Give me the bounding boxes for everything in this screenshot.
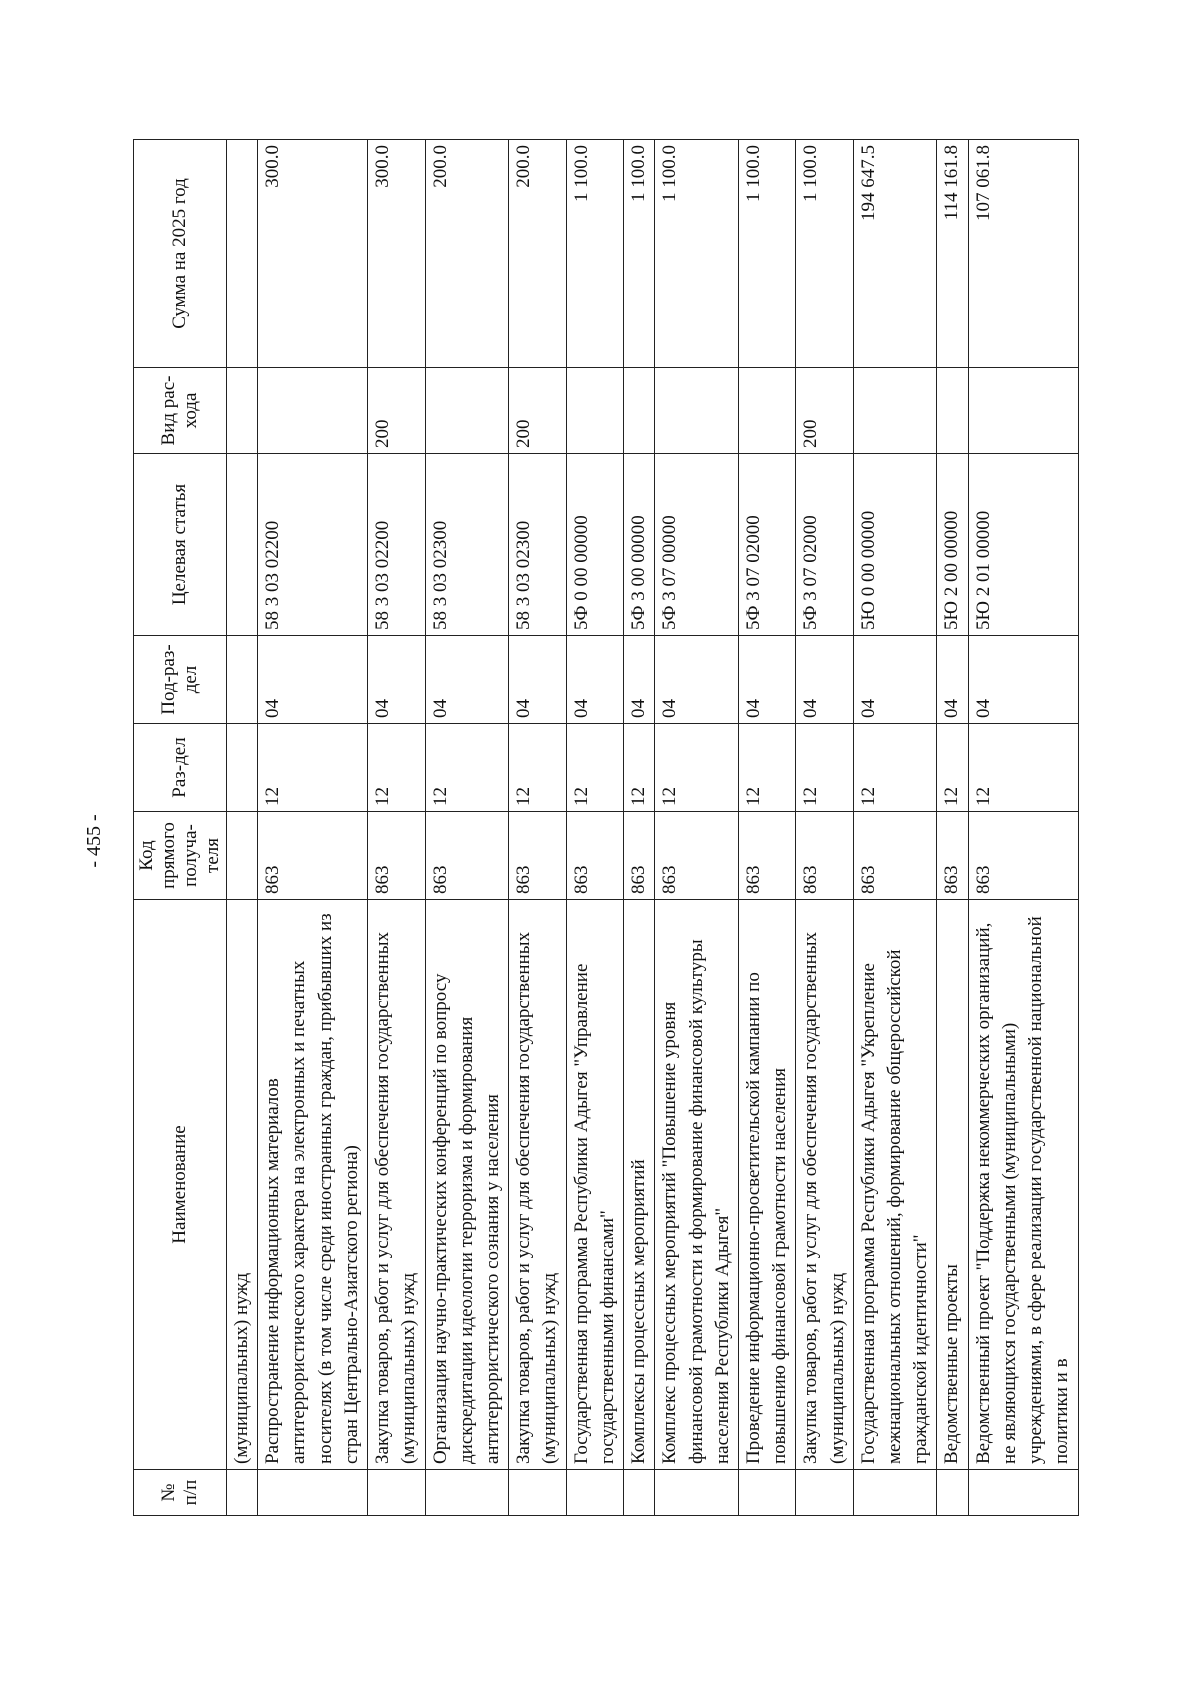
cell-recipient-code: 863 [509, 812, 566, 900]
cell-no [624, 1470, 655, 1516]
cell-no [937, 1470, 968, 1516]
cell-name: Закупка товаров, работ и услуг для обеспечения государственных (муниципальных) нужд [509, 900, 566, 1470]
cell-recipient-code: 863 [937, 812, 968, 900]
cell-subsection: 04 [937, 636, 968, 724]
header-name: Наименование [134, 900, 227, 1470]
cell-sum: 300.0 [368, 140, 425, 368]
cell-recipient-code: 863 [738, 812, 795, 900]
cell-subsection: 04 [509, 636, 566, 724]
cell-name: Закупка товаров, работ и услуг для обеспечения государственных (муниципальных) нужд [796, 900, 853, 1470]
cell-recipient-code [227, 812, 258, 900]
cell-sum: 1 100.0 [738, 140, 795, 368]
cell-section: 12 [425, 724, 509, 812]
cell-sum: 114 161.8 [937, 140, 968, 368]
cell-no [368, 1470, 425, 1516]
cell-no [425, 1470, 509, 1516]
cell-subsection: 04 [624, 636, 655, 724]
header-section: Раз-дел [134, 724, 227, 812]
header-expense-type: Вид рас-хода [134, 368, 227, 454]
cell-name: Проведение информационно-просветительской кампании по повышению финансовой грамотности населения [738, 900, 795, 1470]
cell-no [509, 1470, 566, 1516]
cell-recipient-code: 863 [566, 812, 623, 900]
cell-sum: 1 100.0 [796, 140, 853, 368]
cell-expense-type [937, 368, 968, 454]
table-row [968, 140, 1078, 1516]
cell-target-article: 5Ф 3 07 02000 [738, 454, 795, 636]
cell-no [258, 1470, 368, 1516]
cell-section: 12 [509, 724, 566, 812]
cell-expense-type [258, 368, 368, 454]
cell-no [853, 1470, 937, 1516]
cell-no [796, 1470, 853, 1516]
cell-name: Комплексы процессных мероприятий [624, 900, 655, 1470]
cell-expense-type [738, 368, 795, 454]
cell-sum [227, 140, 258, 368]
cell-sum: 300.0 [258, 140, 368, 368]
cell-recipient-code: 863 [425, 812, 509, 900]
cell-subsection: 04 [368, 636, 425, 724]
cell-target-article: 5Ю 0 00 00000 [853, 454, 937, 636]
table-row [368, 140, 425, 1516]
table-row [425, 140, 509, 1516]
cell-recipient-code: 863 [624, 812, 655, 900]
cell-target-article: 58 3 03 02200 [258, 454, 368, 636]
cell-expense-type [968, 368, 1078, 454]
cell-section: 12 [853, 724, 937, 812]
cell-recipient-code: 863 [368, 812, 425, 900]
cell-target-article [227, 454, 258, 636]
cell-no [655, 1470, 739, 1516]
table-row [937, 140, 968, 1516]
header-sum-2025: Сумма на 2025 год [134, 140, 227, 368]
table-body [227, 140, 1079, 1516]
cell-subsection: 04 [566, 636, 623, 724]
cell-section: 12 [566, 724, 623, 812]
cell-name: Организация научно-практических конференций по вопросу дискредитации идеологии терроризма и формирования антитеррористического сознания у населения [425, 900, 509, 1470]
header-recipient-code: Код прямого получа-теля [134, 812, 227, 900]
cell-recipient-code: 863 [258, 812, 368, 900]
cell-subsection: 04 [655, 636, 739, 724]
cell-target-article: 5Ф 3 07 00000 [655, 454, 739, 636]
cell-section [227, 724, 258, 812]
cell-section: 12 [655, 724, 739, 812]
cell-name: Комплекс процессных мероприятий "Повышение уровня финансовой грамотности и формирование финансовой культуры населения Республики Адыгея" [655, 900, 739, 1470]
table-row [509, 140, 566, 1516]
cell-name: Ведомственный проект "Поддержка некоммерческих организаций, не являющихся государственными (муниципальными) учреждениями, в сфере реализации государственной национальной политики и в [968, 900, 1078, 1470]
page-number: - 455 - [83, 814, 105, 868]
table-row [624, 140, 655, 1516]
cell-recipient-code: 863 [853, 812, 937, 900]
cell-recipient-code: 863 [796, 812, 853, 900]
cell-section: 12 [968, 724, 1078, 812]
cell-subsection: 04 [258, 636, 368, 724]
cell-recipient-code: 863 [968, 812, 1078, 900]
cell-section: 12 [368, 724, 425, 812]
header-target-article: Целевая статья [134, 454, 227, 636]
cell-target-article: 58 3 03 02200 [368, 454, 425, 636]
cell-target-article: 58 3 03 02300 [425, 454, 509, 636]
cell-name: Ведомственные проекты [937, 900, 968, 1470]
cell-sum: 1 100.0 [655, 140, 739, 368]
cell-subsection [227, 636, 258, 724]
header-no: № п/п [134, 1470, 227, 1516]
cell-target-article: 58 3 03 02300 [509, 454, 566, 636]
cell-expense-type [425, 368, 509, 454]
cell-expense-type [655, 368, 739, 454]
cell-expense-type [624, 368, 655, 454]
cell-expense-type: 200 [368, 368, 425, 454]
header-subsection: Под-раз-дел [134, 636, 227, 724]
cell-subsection: 04 [738, 636, 795, 724]
budget-table [133, 139, 1079, 1516]
cell-section: 12 [937, 724, 968, 812]
cell-sum: 194 647.5 [853, 140, 937, 368]
cell-no [566, 1470, 623, 1516]
cell-subsection: 04 [853, 636, 937, 724]
cell-no [738, 1470, 795, 1516]
table-row [258, 140, 368, 1516]
cell-name: Государственная программа Республики Адыгея "Укрепление межнациональных отношений, формирование общероссийской гражданской идентичности" [853, 900, 937, 1470]
cell-expense-type: 200 [509, 368, 566, 454]
cell-section: 12 [738, 724, 795, 812]
cell-expense-type [566, 368, 623, 454]
cell-recipient-code: 863 [655, 812, 739, 900]
cell-section: 12 [796, 724, 853, 812]
table-row [738, 140, 795, 1516]
cell-no [227, 1470, 258, 1516]
cell-target-article: 5Ф 3 07 02000 [796, 454, 853, 636]
table-row [655, 140, 739, 1516]
cell-name: Распространение информационных материалов антитеррористического характера на электронных и печатных носителях (в том числе среди иностранных граждан, прибывших из стран Центрально-Азиатского региона) [258, 900, 368, 1470]
cell-sum: 1 100.0 [566, 140, 623, 368]
cell-sum: 200.0 [509, 140, 566, 368]
cell-section: 12 [624, 724, 655, 812]
table-header-row [134, 140, 227, 1516]
table-row [796, 140, 853, 1516]
cell-target-article: 5Ф 3 00 00000 [624, 454, 655, 636]
cell-subsection: 04 [425, 636, 509, 724]
cell-target-article: 5Ф 0 00 00000 [566, 454, 623, 636]
cell-section: 12 [258, 724, 368, 812]
cell-target-article: 5Ю 2 01 00000 [968, 454, 1078, 636]
cell-name: Государственная программа Республики Адыгея "Управление государственными финансами" [566, 900, 623, 1470]
cell-name: (муниципальных) нужд [227, 900, 258, 1470]
table-row [227, 140, 258, 1516]
cell-expense-type: 200 [796, 368, 853, 454]
cell-expense-type [853, 368, 937, 454]
cell-subsection: 04 [796, 636, 853, 724]
cell-expense-type [227, 368, 258, 454]
cell-sum: 107 061.8 [968, 140, 1078, 368]
cell-name: Закупка товаров, работ и услуг для обеспечения государственных (муниципальных) нужд [368, 900, 425, 1470]
cell-sum: 200.0 [425, 140, 509, 368]
cell-sum: 1 100.0 [624, 140, 655, 368]
cell-target-article: 5Ю 2 00 00000 [937, 454, 968, 636]
cell-subsection: 04 [968, 636, 1078, 724]
cell-no [968, 1470, 1078, 1516]
table-row [853, 140, 937, 1516]
table-row [566, 140, 623, 1516]
